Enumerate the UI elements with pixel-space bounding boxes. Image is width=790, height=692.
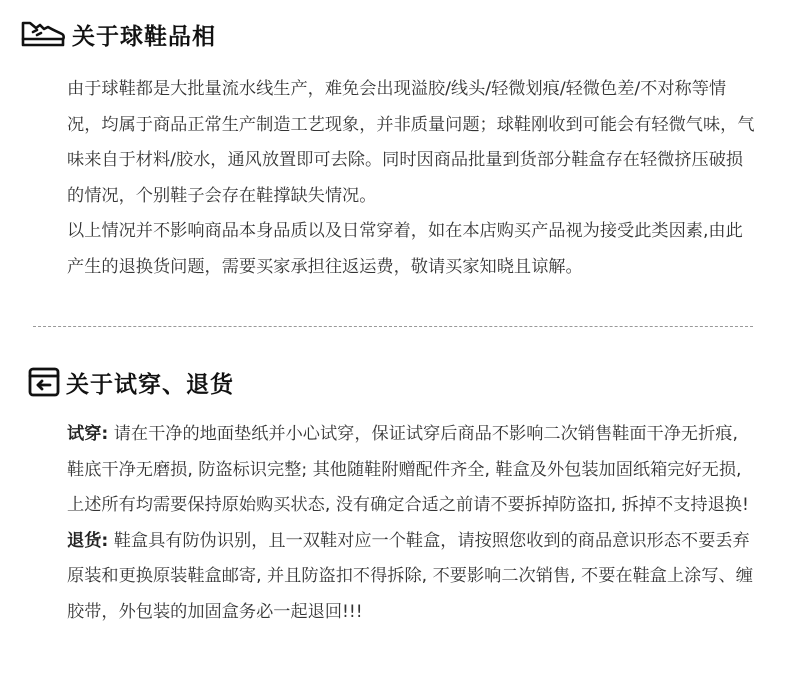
paragraph-try-on <box>67 417 757 524</box>
section-heading <box>28 362 234 402</box>
return-box-icon <box>28 367 60 397</box>
paragraph-text: 鞋盒具有防伪识别，且一双鞋对应一个鞋盒，请按照您收到的商品意识形态不要丢弃原装和更换原装鞋盒邮寄, 并且防盗扣不得拆除, 不要影响二次销售, 不要在鞋盒上涂写、缠胶带，外包装的加固盒务必一起退回!!! <box>67 530 753 622</box>
paragraph-label: 退货: <box>67 530 109 551</box>
paragraph-label: 试穿: <box>67 424 109 444</box>
paragraph: 由于球鞋都是大批量流水线生产，难免会出现溢胶/线头/轻微划痕/轻微色差/不对称等情况，均属于商品正常生产制造工艺现象，并非质量问题；球鞋刚收到可能会有轻微气味，气味来自于材料/胶水，通风放置即可去除。同时因商品批量到货部分鞋盒存在轻微挤压破损的情况，个别鞋子会存在鞋撑缺失情况。 <box>67 79 755 206</box>
paragraph-text: 请在干净的地面垫纸并小心试穿，保证试穿后商品不影响二次销售鞋面干净无折痕, 鞋底干净无磨损, 防盗标识完整; 其他随鞋附赠配件齐全, 鞋盒及外包装加固纸箱完好无损,上述所有均需要保持原始购买状态, 没有确定合适之前请不要拆掉防盗扣, 拆掉不支持退换! <box>67 424 749 515</box>
paragraph-returns <box>67 524 757 631</box>
section-title: 关于试穿、退货 <box>66 371 234 398</box>
section-body <box>67 72 757 285</box>
section-title: 关于球鞋品相 <box>72 23 216 50</box>
section-heading <box>20 14 216 54</box>
dashed-divider <box>33 326 753 327</box>
paragraph: 以上情况并不影响商品本身品质以及日常穿着，如在本店购买产品视为接受此类因素,由此产生的退换货问题，需要买家承担往返运费，敬请买家知晓且谅解。 <box>67 221 743 277</box>
section-body <box>67 417 757 630</box>
sneaker-icon <box>20 20 66 48</box>
